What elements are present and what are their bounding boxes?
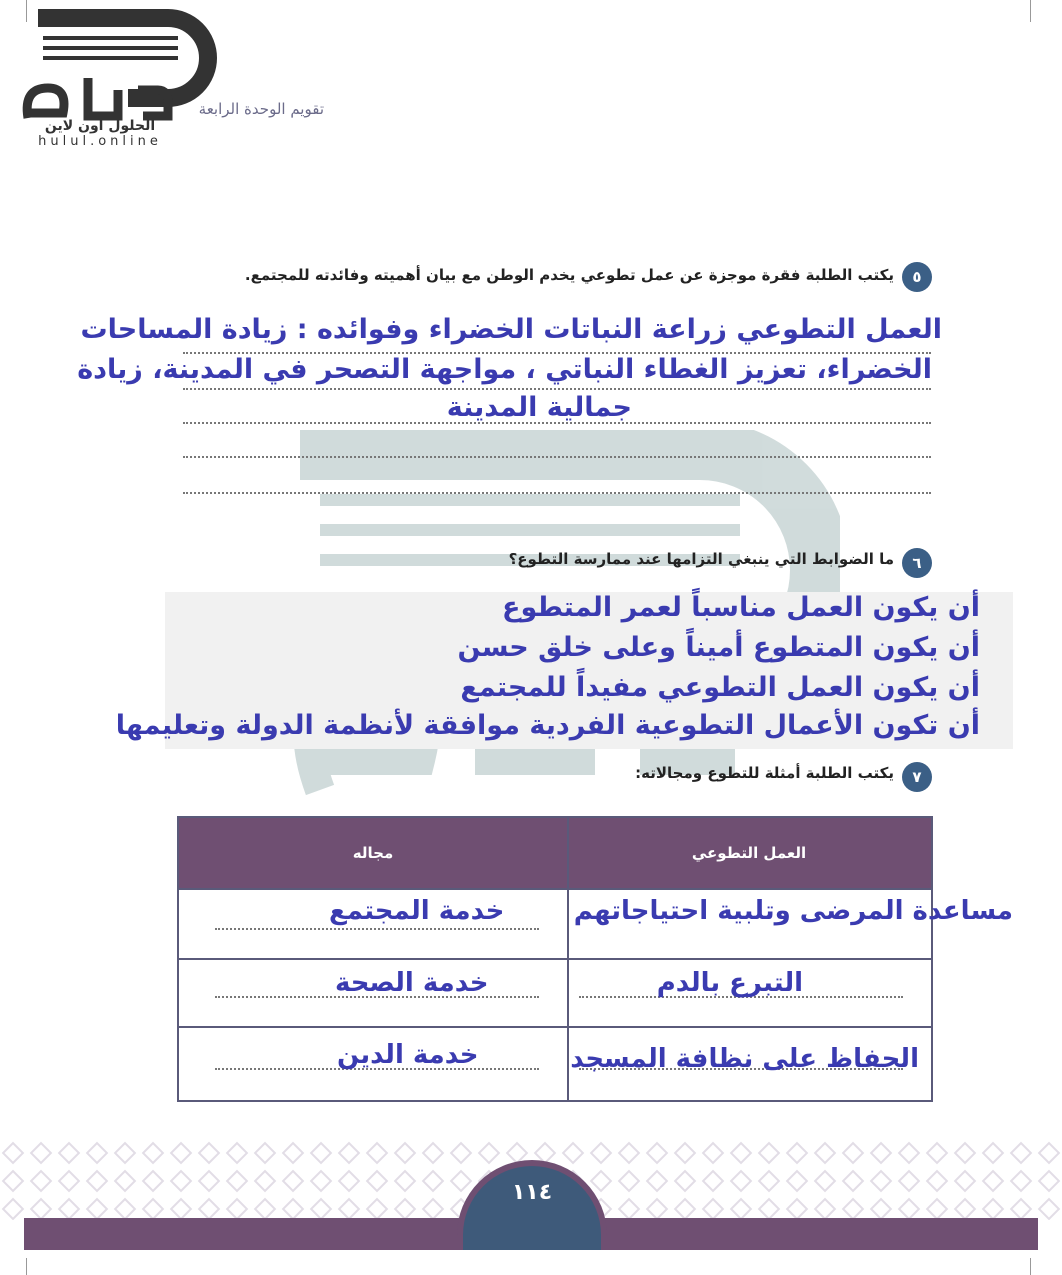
table-cell-work: التبرع بالدم [656, 968, 803, 998]
answer-text: الخضراء، تعزيز الغطاء النباتي ، مواجهة التصحر في المدينة، زيادة [77, 354, 932, 385]
question-number-badge: ٥ [902, 262, 932, 292]
question-number-badge: ٦ [902, 548, 932, 578]
question-prompt: يكتب الطلبة فقرة موجزة عن عمل تطوعي يخدم الوطن مع بيان أهميته وفائدته للمجتمع. [244, 266, 894, 284]
table-header [179, 818, 931, 888]
answer-line [183, 456, 931, 458]
examples-table [177, 816, 1013, 1102]
cell-dots [215, 928, 539, 930]
crop-mark [26, 1258, 27, 1275]
answer-text: جمالية المدينة [446, 392, 632, 423]
answer-text: العمل التطوعي زراعة النباتات الخضراء وفوائده : زيادة المساحات [80, 314, 942, 345]
unit-title: تقويم الوحدة الرابعة [198, 100, 324, 118]
answer-line [183, 492, 931, 494]
row-divider [179, 888, 931, 890]
row-divider [179, 958, 931, 960]
row-divider [179, 1026, 931, 1028]
question-prompt: ما الضوابط التي ينبغي التزامها عند ممارسة التطوع؟ [508, 550, 894, 568]
table-cell-work: مساعدة المرضى وتلبية احتياجاتهم [573, 896, 1013, 926]
table-cell-field: خدمة الدين [337, 1040, 479, 1070]
table-cell-field: خدمة المجتمع [329, 896, 505, 926]
answer-text: أن يكون المتطوع أميناً وعلى خلق حسن [457, 632, 980, 663]
question-prompt: يكتب الطلبة أمثلة للتطوع ومجالاته: [635, 764, 894, 782]
column-header-volunteer-work: العمل التطوعي [691, 844, 807, 862]
crop-mark [1030, 1258, 1031, 1275]
answer-line [183, 388, 931, 390]
answer-text: أن يكون العمل التطوعي مفيداً للمجتمع [460, 672, 980, 703]
table-cell-field: خدمة الصحة [335, 968, 489, 998]
crop-mark [1030, 0, 1031, 22]
logo-text-ar: الحلول اون لاين [44, 118, 156, 134]
page-number: ١١٤ [511, 1180, 553, 1205]
logo-url: hulul.online [38, 134, 162, 149]
answer-text: أن تكون الأعمال التطوعية الفردية موافقة لأنظمة الدولة وتعليمها [115, 710, 980, 741]
column-header-field: مجاله [352, 844, 394, 862]
table-cell-work: الحفاظ على نظافة المسجد [570, 1044, 919, 1074]
question-number-badge: ٧ [902, 762, 932, 792]
answer-text: أن يكون العمل مناسباً لعمر المتطوع [502, 592, 980, 623]
